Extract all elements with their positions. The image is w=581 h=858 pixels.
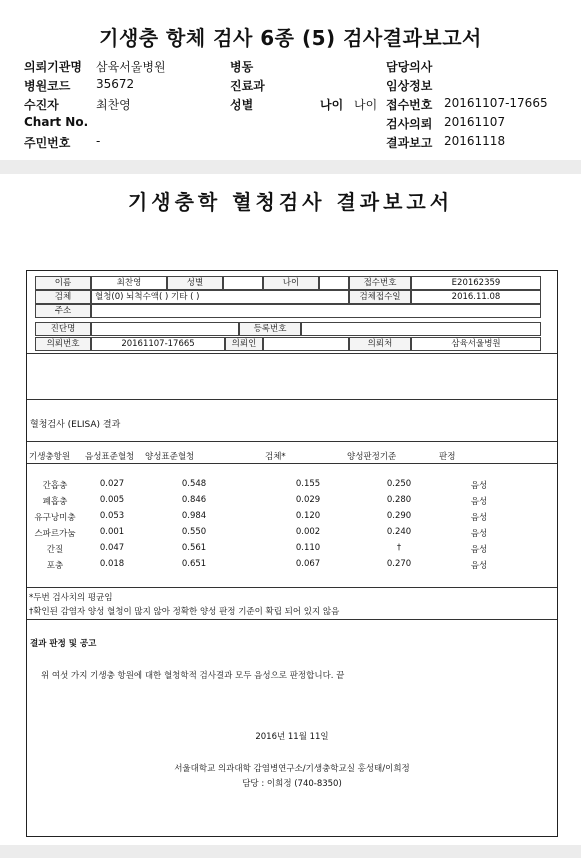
field-label: 의뢰기관명: [24, 60, 82, 74]
scanned-report-form: [26, 270, 558, 837]
result-cell-neg: 0.053: [99, 511, 125, 521]
col-sample: 검체*: [265, 452, 286, 462]
specimen-date-label: 검체접수일: [349, 290, 411, 304]
divider: [27, 353, 557, 354]
divider: [27, 441, 557, 442]
result-cell-cutoff: †: [396, 543, 402, 553]
diagnosis-label: 진단명: [35, 322, 91, 336]
result-cell-cutoff: 0.280: [386, 495, 412, 505]
conclusion-text: 위 여섯 가지 기생충 항원에 대한 혈청학적 검사결과 모두 음성으로 판정합니다. 끝: [41, 671, 345, 681]
report-header: [0, 0, 581, 170]
result-cell-cutoff: 0.250: [386, 479, 412, 489]
result-cell-pos: 0.548: [181, 479, 207, 489]
field-label: 담당의사: [386, 60, 433, 74]
footnote-dagger: †확인된 감염자 양성 혈청이 많지 않아 정확한 양성 판정 기준이 확립 되어 있지 않음: [29, 607, 340, 617]
result-cell-pos: 0.550: [181, 527, 207, 537]
field-label: 검사의뢰: [386, 117, 433, 131]
field-value: 20161118: [444, 134, 506, 148]
result-cell-sample: 0.067: [295, 559, 321, 569]
field-value: 삼육서울병원: [96, 60, 166, 74]
field-value: 20161107: [444, 115, 506, 129]
field-value: -: [96, 134, 101, 148]
field-value: 최찬영: [96, 98, 131, 112]
field-label: 진료과: [230, 79, 265, 93]
result-cell-antigen: 유구낭미충: [34, 513, 76, 523]
field-label: 성별: [230, 98, 254, 112]
specimen-value: 혈청(0) 뇌척수액( ) 기타 ( ): [91, 290, 349, 304]
requester-org-label: 의뢰처: [349, 337, 411, 351]
result-cell-result: 음성: [470, 545, 488, 555]
divider: [27, 619, 557, 620]
specimen-label: 검체: [35, 290, 91, 304]
field-label: 병원코드: [24, 79, 71, 93]
sex-label: 성별: [167, 276, 223, 290]
result-cell-neg: 0.027: [99, 479, 125, 489]
footnote-average: *두번 검사치의 평균임: [29, 593, 113, 603]
result-cell-result: 음성: [470, 481, 488, 491]
result-cell-antigen: 간질: [46, 545, 64, 555]
header-fields: [24, 58, 569, 153]
name-label: 이름: [35, 276, 91, 290]
divider: [27, 587, 557, 588]
contact: 담당 : 이희정 (740-8350): [242, 779, 342, 789]
result-cell-pos: 0.846: [181, 495, 207, 505]
age-label: 나이: [263, 276, 319, 290]
elisa-section-title: 혈청검사 (ELISA) 결과: [30, 420, 121, 430]
requester-org-value: 삼육서울병원: [411, 337, 541, 351]
col-cutoff: 양성판정기준: [347, 452, 397, 462]
field-value: 20161107-17665: [444, 96, 548, 110]
sex-value: [223, 276, 263, 290]
result-cell-sample: 0.155: [295, 479, 321, 489]
page-title: 기생충 항체 검사 6종 (5) 검사결과보고서: [99, 26, 482, 50]
field-label: 임상정보: [386, 79, 433, 93]
field-label: Chart No.: [24, 115, 89, 129]
registration-value: [301, 322, 541, 336]
result-cell-neg: 0.047: [99, 543, 125, 553]
field-label: 수진자: [24, 98, 59, 112]
institution: 서울대학교 의과대학 감염병연구소/기생충학교실 홍성태/이희정: [174, 764, 410, 774]
divider: [27, 463, 557, 464]
separator-band: [0, 160, 581, 174]
report-date: 2016년 11월 11일: [255, 732, 329, 742]
col-negative-control: 음성표준혈청: [85, 452, 135, 462]
result-cell-sample: 0.120: [295, 511, 321, 521]
conclusion-title: 결과 판정 및 공고: [30, 639, 97, 649]
name-value: 최찬영: [91, 276, 167, 290]
requester-value: [263, 337, 349, 351]
result-cell-pos: 0.651: [181, 559, 207, 569]
col-positive-control: 양성표준혈청: [145, 452, 195, 462]
result-cell-antigen: 스파르가눔: [34, 529, 76, 539]
address-label: 주소: [35, 304, 91, 318]
field-label: 결과보고: [386, 136, 433, 150]
diagnosis-value: [91, 322, 239, 336]
request-no-label: 의뢰번호: [35, 337, 91, 351]
result-cell-neg: 0.001: [99, 527, 125, 537]
divider: [27, 399, 557, 400]
age-value: [319, 276, 349, 290]
field-value: 35672: [96, 77, 135, 91]
receipt-value: E20162359: [411, 276, 541, 290]
address-value: [91, 304, 541, 318]
report-title: 기생충학 혈청검사 결과보고서: [127, 190, 454, 214]
separator-band: [0, 845, 581, 858]
result-cell-result: 음성: [470, 497, 488, 507]
result-cell-cutoff: 0.270: [386, 559, 412, 569]
result-cell-sample: 0.029: [295, 495, 321, 505]
result-cell-result: 음성: [470, 513, 488, 523]
requester-label: 의뢰인: [225, 337, 263, 351]
result-cell-sample: 0.110: [295, 543, 321, 553]
registration-label: 등록번호: [239, 322, 301, 336]
field-label: 주민번호: [24, 136, 71, 150]
result-cell-result: 음성: [470, 529, 488, 539]
result-cell-cutoff: 0.240: [386, 527, 412, 537]
result-cell-cutoff: 0.290: [386, 511, 412, 521]
field-label: 나이: [320, 98, 344, 112]
col-antigen: 기생충항원: [29, 452, 71, 462]
receipt-label: 접수번호: [349, 276, 411, 290]
result-cell-antigen: 폐흡충: [42, 497, 68, 507]
result-cell-neg: 0.018: [99, 559, 125, 569]
field-value: 나이: [354, 98, 378, 112]
request-no-value: 20161107-17665: [91, 337, 225, 351]
result-cell-pos: 0.561: [181, 543, 207, 553]
col-result: 판정: [439, 452, 456, 462]
specimen-date-value: 2016.11.08: [411, 290, 541, 304]
result-cell-antigen: 간흡충: [42, 481, 68, 491]
result-cell-result: 음성: [470, 561, 488, 571]
field-label: 병동: [230, 60, 254, 74]
field-label: 접수번호: [386, 98, 433, 112]
result-cell-pos: 0.984: [181, 511, 207, 521]
result-cell-antigen: 포충: [46, 561, 64, 571]
result-cell-neg: 0.005: [99, 495, 125, 505]
result-cell-sample: 0.002: [295, 527, 321, 537]
